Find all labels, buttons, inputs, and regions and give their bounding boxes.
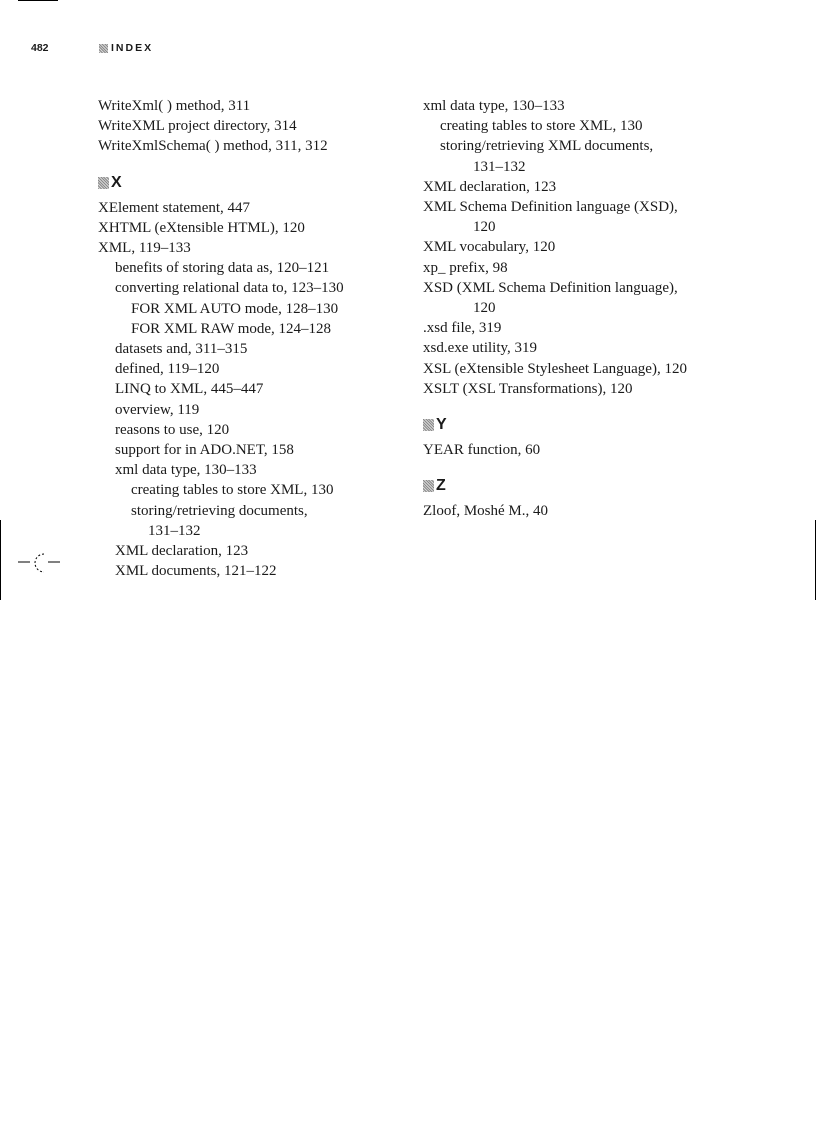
index-entry: XML, 119–133 — [98, 240, 191, 257]
index-entry: XElement statement, 447 — [98, 199, 251, 216]
section-label: INDEX — [111, 42, 154, 54]
index-column-right — [423, 96, 723, 521]
running-header — [31, 42, 153, 54]
index-subentry: xml data type, 130–133 — [115, 462, 257, 479]
heading-box-icon — [423, 419, 434, 431]
index-entry: xml data type, 130–133 — [423, 98, 565, 114]
index-subentry: storing/retrieving XML documents, — [440, 138, 654, 155]
index-subentry: creating tables to store XML, 130 — [131, 482, 334, 499]
index-subentry: converting relational data to, 123–130 — [115, 280, 344, 297]
index-subentry: XML declaration, 123 — [115, 543, 249, 560]
index-subentry: 131–132 — [473, 158, 526, 175]
crop-mark-top — [18, 0, 58, 1]
index-entry: .xsd file, 319 — [423, 320, 502, 337]
index-subentry: creating tables to store XML, 130 — [440, 118, 643, 135]
index-entry: XSLT (XSL Transformations), 120 — [423, 380, 633, 397]
letter-heading — [423, 475, 723, 497]
index-entry: XSL (eXtensible Stylesheet Language), 120 — [423, 360, 687, 377]
index-subentry: FOR XML RAW mode, 124–128 — [131, 320, 332, 337]
index-subentry: datasets and, 311–315 — [115, 341, 248, 358]
index-subentry: 120 — [473, 300, 496, 317]
index-entry: XHTML (eXtensible HTML), 120 — [98, 219, 305, 236]
index-subentry: 131–132 — [148, 522, 201, 539]
index-entry: XSD (XML Schema Definition language), — [423, 279, 678, 296]
index-entry: YEAR function, 60 — [423, 442, 541, 459]
index-entry: xsd.exe utility, 319 — [423, 340, 538, 357]
letter-heading-text: X — [111, 173, 122, 191]
header-box-icon — [99, 44, 108, 53]
index-subentry: FOR XML AUTO mode, 128–130 — [131, 300, 339, 317]
index-entry: XML Schema Definition language (XSD), — [423, 199, 678, 216]
index-subentry: storing/retrieving documents, — [131, 502, 308, 519]
index-subentry: reasons to use, 120 — [115, 421, 230, 438]
index-subentry: LINQ to XML, 445–447 — [115, 381, 264, 398]
page-number: 482 — [31, 42, 49, 54]
registration-mark-icon — [18, 545, 60, 579]
heading-box-icon — [98, 177, 109, 189]
index-entry: WriteXmlSchema( ) method, 311, 312 — [98, 138, 328, 155]
index-subentry: 120 — [473, 219, 496, 236]
index-entry: xp_ prefix, 98 — [423, 259, 508, 276]
index-column-left — [98, 96, 398, 581]
index-entry: Zloof, Moshé M., 40 — [423, 503, 548, 520]
index-entry: XML vocabulary, 120 — [423, 239, 556, 256]
letter-heading-text: Z — [436, 477, 446, 495]
letter-heading — [423, 414, 723, 436]
letter-heading-text: Y — [436, 415, 447, 433]
index-subentry: defined, 119–120 — [115, 361, 220, 378]
index-subentry: support for in ADO.NET, 158 — [115, 442, 294, 459]
letter-heading — [98, 172, 398, 194]
index-entry: WriteXML project directory, 314 — [98, 118, 297, 135]
index-entry: WriteXml( ) method, 311 — [98, 98, 251, 114]
margin-line-left — [0, 520, 1, 600]
index-subentry: XML documents, 121–122 — [115, 563, 277, 580]
index-entry: XML declaration, 123 — [423, 178, 557, 195]
heading-box-icon — [423, 480, 434, 492]
index-subentry: overview, 119 — [115, 401, 200, 418]
index-subentry: benefits of storing data as, 120–121 — [115, 260, 330, 277]
